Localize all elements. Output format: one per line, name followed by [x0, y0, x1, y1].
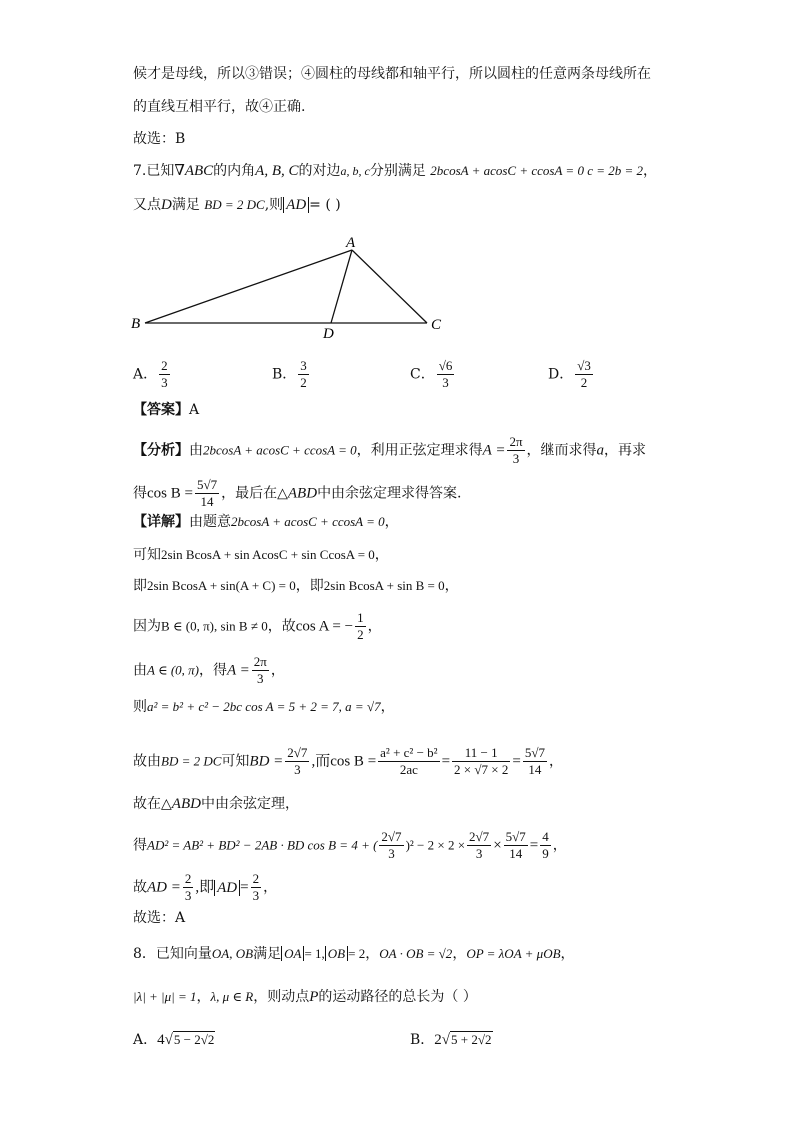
option-label: A． [133, 366, 158, 383]
q7-stem-line-1: 7.已知∇ABC的内角A, B, C的对边a, b, c分别满足 2bcosA + acosC + ccosA = 0 c = 2b = 2， [133, 163, 658, 179]
side-ac [352, 250, 427, 323]
q7-detail-line-3: 即2sin BcosA + sin(A + C) = 0，即2sin BcosA + sin B = 0， [133, 578, 459, 594]
q8-option-b[interactable]: B．2√5 + 2√2 [410, 1032, 492, 1048]
q7-point-d: D [161, 197, 172, 213]
option-fraction: $\frac{3}{2}$ [300, 358, 307, 390]
q7-option-c[interactable] [410, 358, 456, 391]
fraction: $\frac{5√7}{14}$ [505, 829, 526, 861]
fraction: $\frac{11 - 1}{2 \times √7 \times 2}$ [454, 745, 509, 777]
prev-solution-line-1: 候才是母线，所以③错误；④圆柱的母线都和轴平行，所以圆柱的任意两条母线所在 [133, 66, 651, 82]
option-fraction: $\frac{√6}{3}$ [438, 358, 453, 390]
vertex-b-label: B [131, 316, 141, 332]
q7-vector-condition: BD = 2 DC [204, 197, 265, 212]
fraction: $\frac{5√7}{14}$ [196, 477, 218, 509]
segment-ad [331, 250, 352, 323]
fraction: $\frac{5√7}{14}$ [524, 745, 545, 777]
q7-text: 的对边 [298, 163, 341, 179]
point-d-label: D [323, 326, 334, 342]
q8-option-a[interactable]: A．4√5 − 2√2 [133, 1032, 215, 1048]
q7-detail-line-8: 故在△ABD中由余弦定理， [133, 796, 299, 812]
q7-detail-line-2: 可知2sin BcosA + sin AcosC + sin CcosA = 0， [133, 547, 389, 563]
q7-final-choice: 故选：A [133, 910, 186, 926]
option-label: D． [548, 366, 574, 383]
q7-option-d[interactable] [548, 358, 595, 391]
prev-answer-choice: 故选：B [133, 131, 186, 147]
analysis-tag: 【分析】 [133, 442, 189, 459]
answer-tag: 【答案】 [133, 402, 189, 418]
answer-value: A [189, 402, 200, 418]
q7-detail-line-10: 故AD = $\frac{2}{3}$ ,即 AD = $\frac{2}{3}$ ， [133, 871, 278, 903]
q8-intro: 8．已知向量 [133, 946, 212, 962]
q7-detail-line-1: 【详解】由题意2bcosA + acosC + ccosA = 0， [133, 514, 399, 530]
fraction: $\frac{2√7}{3}$ [287, 745, 308, 777]
q7-text: ,则 [264, 197, 284, 213]
q7-text: 又点 [133, 197, 161, 213]
q7-text: 的内角 [213, 163, 256, 179]
option-label: B． [410, 1032, 435, 1048]
fraction: $\frac{2}{3}$ [252, 871, 260, 903]
q7-angles: A, B, C [255, 163, 299, 179]
detail-tag: 【详解】 [133, 514, 189, 530]
side-ba [145, 250, 352, 323]
q7-detail-line-7: 故由BD = 2 DC可知BD = $\frac{2√7}{3}$ ,而cos B = $\frac{\text{a² + c² − b²}}{2ac}$ = $\frac{11 - 1}{2 \times √7 \times 2}$ = $\frac{5√7}{14}$ ， [133, 745, 563, 777]
q7-detail-line-9: 得AD² = AB² + BD² − 2AB · BD cos B = 4 + ( $\frac{2√7}{3}$ )² − 2 × 2 × $\frac{2√7}{3}$ × $\frac{5√7}{14}$ = $\frac{4}{9}$ ， [133, 829, 567, 861]
q7-asked-magnitude: AD [283, 197, 309, 213]
q7-option-b[interactable] [272, 358, 311, 391]
option-label: C． [410, 366, 435, 383]
vertex-a-label: A [346, 235, 356, 251]
fraction: $\frac{2\pi}{3}$ [509, 434, 523, 466]
q7-stem-line-2 [133, 195, 341, 215]
q7-analysis-line-2: 得cos B = $\frac{5√7}{14}$ ，最后在△ABD中由余弦定理求得答案. [133, 477, 462, 509]
q7-condition-equation: 2bcosA + acosC + ccosA = 0 c = 2b = 2 [430, 163, 644, 178]
q7-triangle-figure [125, 232, 455, 342]
prev-solution-line-2: 的直线互相平行，故④正确. [133, 99, 306, 115]
fraction: $\frac{4}{9}$ [542, 829, 549, 861]
q7-intro: 7.已知 [133, 163, 175, 179]
q7-analysis-line-1: 【分析】由2bcosA + acosC + ccosA = 0，利用正弦定理求得A = $\frac{2\pi}{3}$ ，继而求得a，再求 [133, 434, 647, 466]
radicand: 5 + 2√2 [451, 1032, 492, 1047]
vertex-c-label: C [431, 317, 442, 333]
analysis-equation: 2bcosA + acosC + ccosA = 0 [203, 442, 357, 458]
q7-text: 满足 [171, 197, 200, 213]
fraction: $\frac{2√7}{3}$ [469, 829, 490, 861]
q8-stem-line-1: 8．已知向量OA, OB满足 OA = 1, OB = 2，OA · OB = √2，OP = λOA + μOB， [133, 946, 575, 962]
option-fraction: $\frac{√3}{2}$ [577, 358, 591, 390]
option-label: B． [272, 366, 297, 383]
q7-detail-line-5: 由A ∈ (0, π)，得A = $\frac{2\pi}{3}$ ， [133, 654, 285, 686]
q7-detail-line-6: 则a² = b² + c² − 2bc cos A = 5 + 2 = 7, a = √7， [133, 699, 395, 715]
fraction: $\frac{2}{3}$ [184, 871, 192, 903]
q7-text: 分别满足 [369, 163, 426, 179]
fraction: $\frac{\text{a² + c² − b²}}{2ac}$ [380, 745, 438, 777]
fraction: $\frac{2√7}{3}$ [381, 829, 402, 861]
q7-sides: a, b, c [340, 164, 370, 178]
q7-answer [133, 400, 199, 420]
q7-triangle: ∇ABC [174, 163, 214, 179]
q7-text: = ( ) [309, 197, 341, 213]
q7-option-a[interactable] [133, 358, 172, 391]
option-label: A． [133, 1032, 158, 1048]
fraction: $\frac{2\pi}{3}$ [253, 654, 267, 686]
q8-stem-line-2: |λ| + |μ| = 1，λ, μ ∈ R，则动点P的运动路径的总长为（ ） [133, 989, 477, 1005]
radicand: 5 − 2√2 [173, 1032, 215, 1047]
fraction: $\frac{1}{2}$ [357, 610, 364, 642]
option-fraction: $\frac{2}{3}$ [161, 358, 168, 390]
q7-detail-line-4: 因为B ∈ (0, π), sin B ≠ 0，故cos A = − $\frac{1}{2}$ ， [133, 610, 382, 642]
